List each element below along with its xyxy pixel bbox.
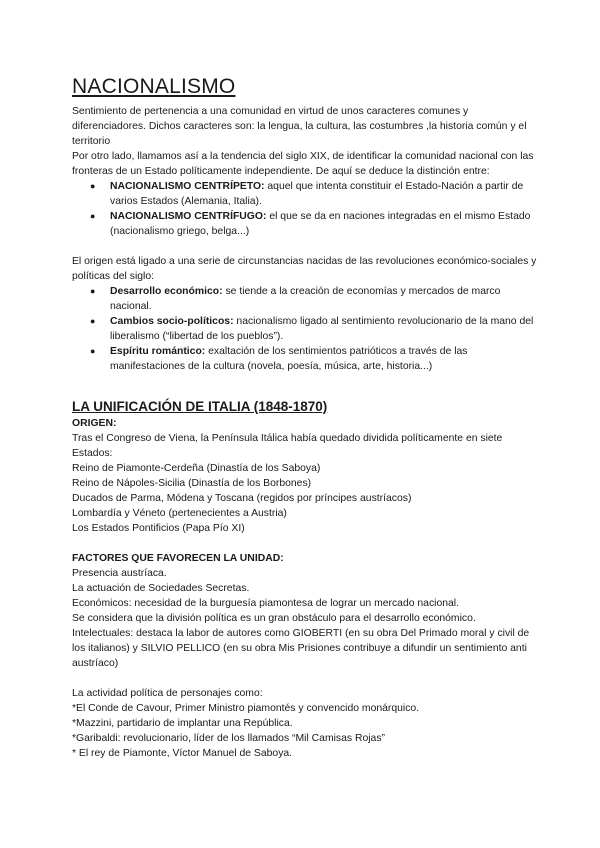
nationalism-types-list <box>72 179 542 239</box>
spacer <box>72 536 542 551</box>
personaje-line: *El Conde de Cavour, Primer Ministro piamontés y convencido monárquico. <box>72 703 420 714</box>
origen-line: Tras el Congreso de Viena, la Península Itálica había quedado dividida políticamente en siete Estados: <box>72 433 503 459</box>
personaje-line: *Mazzini, partidario de implantar una República. <box>72 718 293 729</box>
intro-paragraph-1: Sentimiento de pertenencia a una comunidad en virtud de unos caracteres comunes y diferenciadores. Dichos caracteres son: la lengua, la cultura, las costumbres ,la historia común y el territorio <box>72 106 527 147</box>
list-item <box>110 284 542 314</box>
personajes-intro: La actividad política de personajes como: <box>72 688 263 699</box>
list-item <box>110 209 542 239</box>
origen-line: Los Estados Pontificios (Papa Pío XI) <box>72 523 245 534</box>
factor-line: Se considera que la división política es un gran obstáculo para el desarrollo económico. <box>72 613 476 624</box>
personaje-line: * El rey de Piamonte, Víctor Manuel de Saboya. <box>72 748 293 759</box>
origen-line: Reino de Nápoles-Sicilia (Dinastía de los Borbones) <box>72 478 312 489</box>
bullet-term: Desarrollo económico: <box>110 286 223 297</box>
origin-causes-list <box>72 284 542 374</box>
bullet-term: Cambios socio-políticos: <box>110 316 234 327</box>
italy-section-title: LA UNIFICACIÓN DE ITALIA (1848-1870) <box>72 399 328 414</box>
origen-heading: ORIGEN: <box>72 418 117 429</box>
spacer <box>72 671 542 686</box>
origin-paragraph: El origen está ligado a una serie de circunstancias nacidas de las revoluciones económico-sociales y políticas del siglo: <box>72 256 537 282</box>
list-item <box>110 344 542 374</box>
bullet-text: el que se da en naciones integradas en el mismo Estado (nacionalismo griego, belga...) <box>110 211 531 237</box>
factor-line: Económicos: necesidad de la burguesía piamontesa de lograr un mercado nacional. <box>72 598 460 609</box>
origen-line: Reino de Piamonte-Cerdeña (Dinastía de los Saboya) <box>72 463 321 474</box>
spacer <box>72 239 542 254</box>
bullet-text: nacionalismo ligado al sentimiento revolucionario de la mano del liberalismo (“libertad de los pueblos”). <box>110 316 534 342</box>
bullet-term: NACIONALISMO CENTRÍPETO: <box>110 181 265 192</box>
document-page <box>72 74 542 761</box>
factor-line: La actuación de Sociedades Secretas. <box>72 583 250 594</box>
factor-line: Presencia austríaca. <box>72 568 167 579</box>
bullet-text: se tiende a la creación de economías y mercados de marco nacional. <box>110 286 501 312</box>
bullet-text: aquel que intenta constituir el Estado-Nación a partir de varios Estados (Alemania, Italia). <box>110 181 524 207</box>
bullet-term: NACIONALISMO CENTRÍFUGO: <box>110 211 267 222</box>
bullet-text: exaltación de los sentimientos patrióticos a través de las manifestaciones de la cultura (novela, poesía, música, arte, historia...) <box>110 346 468 372</box>
factores-heading: FACTORES QUE FAVORECEN LA UNIDAD: <box>72 553 284 564</box>
list-item <box>110 179 542 209</box>
origen-line: Ducados de Parma, Módena y Toscana (regidos por príncipes austríacos) <box>72 493 412 504</box>
factor-line: Intelectuales: destaca la labor de autores como GIOBERTI (en su obra Del Primado moral y civil de los italianos) y SILVIO PELLICO (en su obra Mis Prisiones contribuye a difundir un sentimiento anti austríaco) <box>72 628 530 669</box>
intro-paragraph-2: Por otro lado, llamamos así a la tendencia del siglo XIX, de identificar la comunidad nacional con las fronteras de un Estado políticamente independiente. De aquí se deduce la distinción entre: <box>72 151 534 177</box>
origen-line: Lombardía y Véneto (pertenecientes a Austria) <box>72 508 287 519</box>
personaje-line: *Garibaldi: revolucionario, líder de los llamados “Mil Camisas Rojas” <box>72 733 385 744</box>
bullet-term: Espíritu romántico: <box>110 346 206 357</box>
list-item <box>110 314 542 344</box>
document-title: NACIONALISMO <box>72 75 236 98</box>
spacer <box>72 374 542 398</box>
